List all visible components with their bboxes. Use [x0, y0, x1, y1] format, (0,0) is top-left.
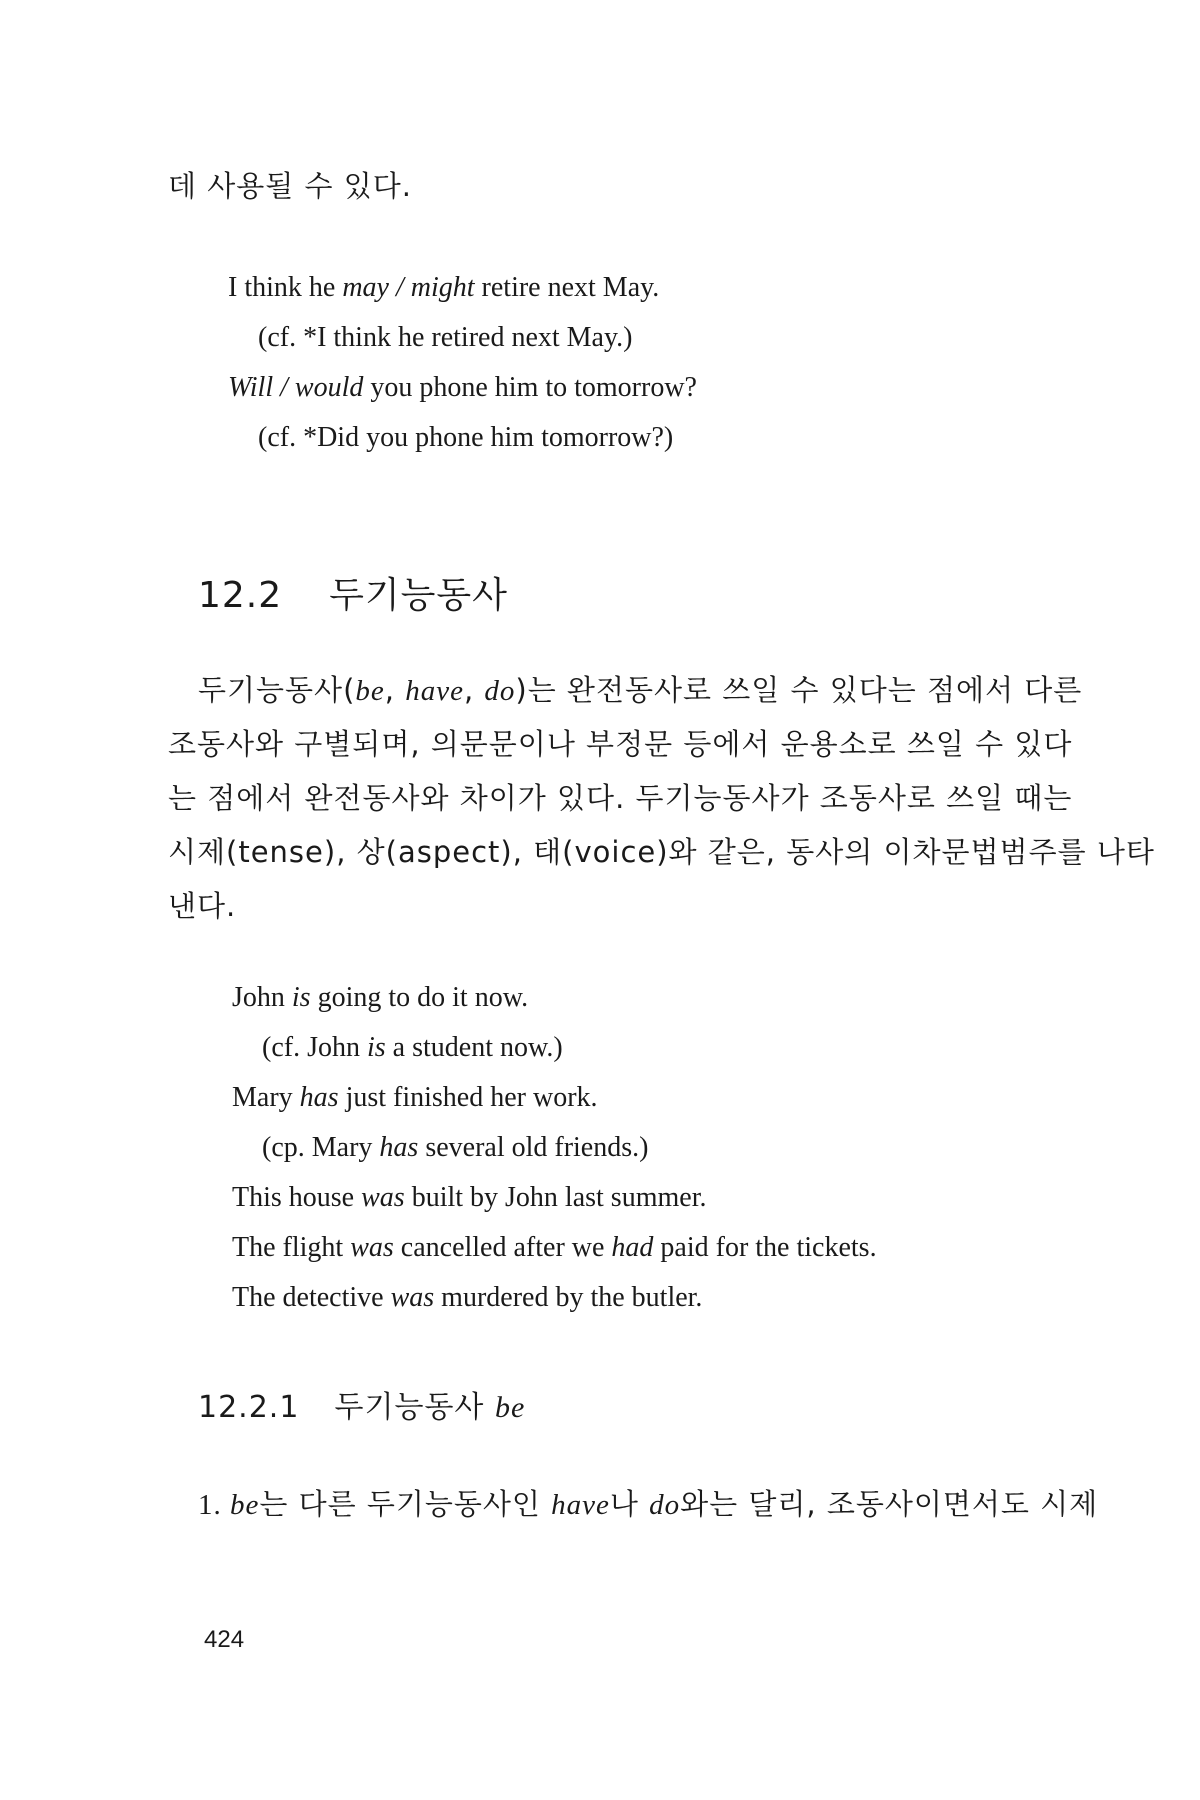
- section-title: 두기능동사: [329, 575, 508, 616]
- example-sentence: The detective was murdered by the butler.: [232, 1282, 703, 1313]
- continuation-text: 데 사용될 수 있다.: [168, 169, 412, 203]
- example-sentence: The flight was cancelled after we had paid for the tickets.: [232, 1232, 877, 1263]
- example-sentence: (cf. *I think he retired next May.): [258, 322, 633, 353]
- example-sentence: (cf. *Did you phone him tomorrow?): [258, 422, 674, 453]
- paragraph-line: 시제(tense), 상(aspect), 태(voice)와 같은, 동사의 이차문법범주를 나타: [168, 835, 1155, 869]
- example-sentence: (cf. John is a student now.): [262, 1032, 563, 1063]
- example-sentence: This house was built by John last summer.: [232, 1182, 707, 1213]
- example-sentence: (cp. Mary has several old friends.): [262, 1132, 649, 1163]
- subsection-title-italic: be: [494, 1391, 526, 1424]
- section-number: 12.2: [198, 575, 283, 616]
- paragraph-line: 1. be는 다른 두기능동사인 have나 do와는 달리, 조동사이면서도 시제: [198, 1487, 1099, 1521]
- example-sentence: Will / would you phone him to tomorrow?: [228, 372, 697, 403]
- paragraph-line: 두기능동사(be, have, do)는 완전동사로 쓰일 수 있다는 점에서 다른: [198, 673, 1083, 707]
- subsection-number: 12.2.1: [198, 1390, 300, 1425]
- subsection-heading: [198, 1388, 525, 1428]
- page-number: 424: [204, 1626, 245, 1653]
- section-heading: [198, 574, 508, 618]
- paragraph-line: 는 점에서 완전동사와 차이가 있다. 두기능동사가 조동사로 쓰일 때는: [168, 781, 1073, 815]
- paragraph-line: 낸다.: [168, 889, 237, 923]
- subsection-title: 두기능동사: [334, 1390, 485, 1425]
- paragraph-line: 조동사와 구별되며, 의문문이나 부정문 등에서 운용소로 쓰일 수 있다: [168, 727, 1073, 761]
- example-sentence: Mary has just finished her work.: [232, 1082, 598, 1113]
- example-sentence: John is going to do it now.: [232, 982, 529, 1013]
- example-sentence: I think he may / might retire next May.: [228, 272, 660, 303]
